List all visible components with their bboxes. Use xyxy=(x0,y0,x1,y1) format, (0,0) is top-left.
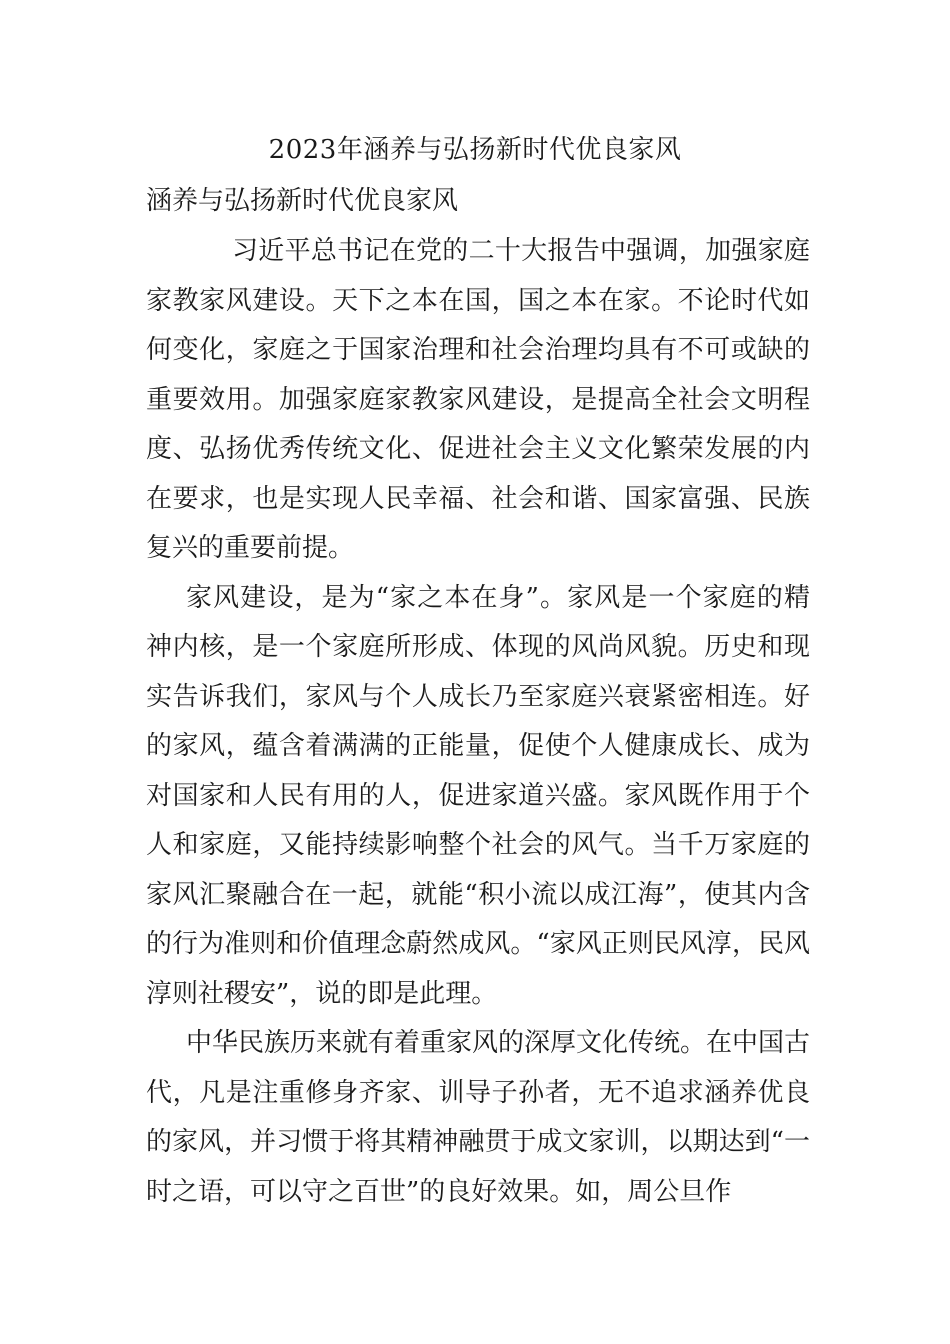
paragraph-3: 中华民族历来就有着重家风的深厚文化传统。在中国古代，凡是注重修身齐家、训导子孙者，无不追求涵养优良的家风，并习惯于将其精神融贯于成文家训，以期达到“一时之语，可以守之百世”的良好效果。如，周公旦作 xyxy=(146,1028,811,1207)
document-body xyxy=(146,227,810,1217)
document-subtitle: 涵养与弘扬新时代优良家风 xyxy=(146,186,459,216)
paragraph-1: 习近平总书记在党的二十大报告中强调，加强家庭家教家风建设。天下之本在国，国之本在家。不论时代如何变化，家庭之于国家治理和社会治理均具有不可或缺的重要效用。加强家庭家教家风建设，是提高全社会文明程度、弘扬优秀传统文化、促进社会主义文化繁荣发展的内在要求，也是实现人民幸福、社会和谐、国家富强、民族复兴的重要前提。 xyxy=(146,236,810,563)
paragraph-2: 家风建设，是为“家之本在身”。家风是一个家庭的精神内核，是一个家庭所形成、体现的风尚风貌。历史和现实告诉我们，家风与个人成长乃至家庭兴衰紧密相连。好的家风，蕴含着满满的正能量，促使个人健康成长、成为对国家和人民有用的人，促进家道兴盛。家风既作用于个人和家庭，又能持续影响整个社会的风气。当千万家庭的家风汇聚融合在一起，就能“积小流以成江海”，使其内含的行为准则和价值理念蔚然成风。“家风正则民风淳，民风淳则社稷安”，说的即是此理。 xyxy=(146,582,810,1009)
document-title: 2023年涵养与弘扬新时代优良家风 xyxy=(268,135,682,165)
